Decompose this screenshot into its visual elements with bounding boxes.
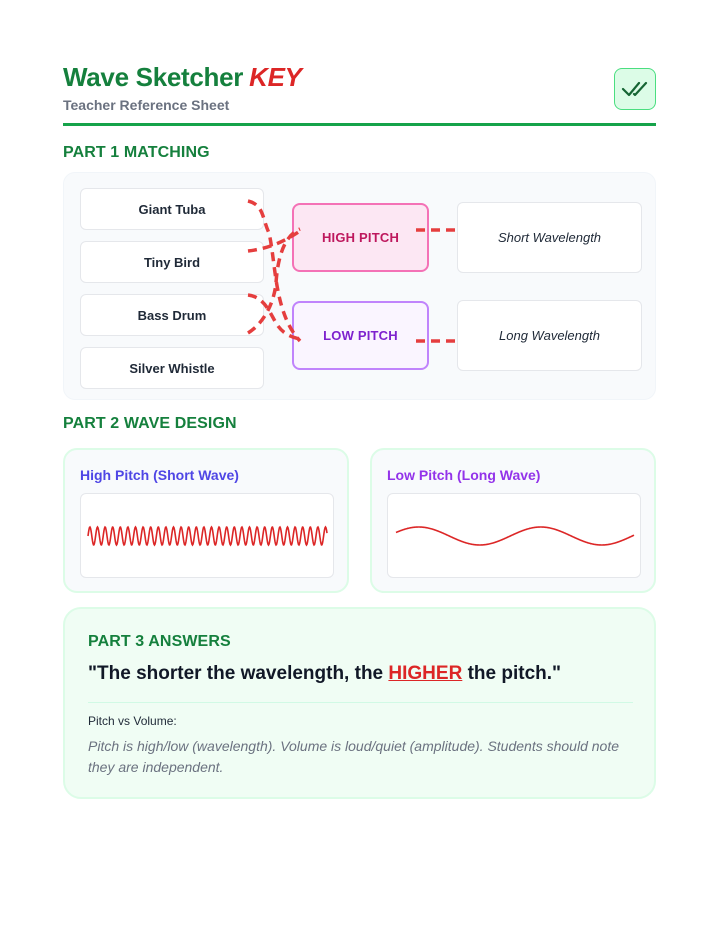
- match-item-silver-whistle[interactable]: Silver Whistle: [80, 347, 264, 389]
- short-wavelength-box[interactable]: Short Wavelength: [457, 202, 642, 273]
- header-divider: [63, 123, 656, 126]
- answers-divider: [88, 702, 633, 703]
- high-pitch-wave-label: High Pitch (Short Wave): [80, 467, 239, 483]
- answer-sentence-end: the pitch.": [462, 663, 562, 684]
- match-item-giant-tuba[interactable]: Giant Tuba: [80, 188, 264, 230]
- page-subtitle: Teacher Reference Sheet: [63, 97, 230, 113]
- high-pitch-box[interactable]: HIGH PITCH: [292, 203, 429, 272]
- low-pitch-box[interactable]: LOW PITCH: [292, 301, 429, 370]
- double-check-icon: [621, 76, 649, 102]
- short-wave-line: [88, 527, 327, 545]
- high-pitch-wave-svg: [81, 494, 335, 579]
- pitch-vs-volume-label: Pitch vs Volume:: [88, 714, 177, 728]
- low-pitch-wave-label: Low Pitch (Long Wave): [387, 467, 541, 483]
- matching-panel: [63, 172, 656, 400]
- low-pitch-wave-canvas[interactable]: [387, 493, 641, 578]
- high-pitch-wave-canvas[interactable]: [80, 493, 334, 578]
- answers-panel: [63, 607, 656, 799]
- long-wavelength-box[interactable]: Long Wavelength: [457, 300, 642, 371]
- title-key-label: KEY: [249, 62, 302, 92]
- high-pitch-wave-card: [63, 448, 349, 593]
- header: [63, 60, 656, 126]
- answer-sentence-start: "The shorter the wavelength, the: [88, 663, 389, 684]
- long-wave-line: [396, 527, 634, 545]
- low-pitch-wave-card: [370, 448, 656, 593]
- answer-sentence: [88, 663, 561, 685]
- match-item-bass-drum[interactable]: Bass Drum: [80, 294, 264, 336]
- matching-lines: [64, 173, 657, 401]
- part1-title: PART 1 MATCHING: [63, 144, 210, 161]
- answer-key-badge: [614, 68, 656, 110]
- part2-title: PART 2 WAVE DESIGN: [63, 415, 237, 432]
- title-text: Wave Sketcher: [63, 62, 244, 92]
- page-title: [63, 62, 302, 93]
- pitch-vs-volume-answer: Pitch is high/low (wavelength). Volume is loud/quiet (amplitude). Students should note they are independent.: [88, 738, 619, 775]
- answer-blank-higher: HIGHER: [388, 663, 463, 684]
- part3-title: PART 3 ANSWERS: [88, 633, 231, 650]
- low-pitch-wave-svg: [388, 494, 642, 579]
- match-item-tiny-bird[interactable]: Tiny Bird: [80, 241, 264, 283]
